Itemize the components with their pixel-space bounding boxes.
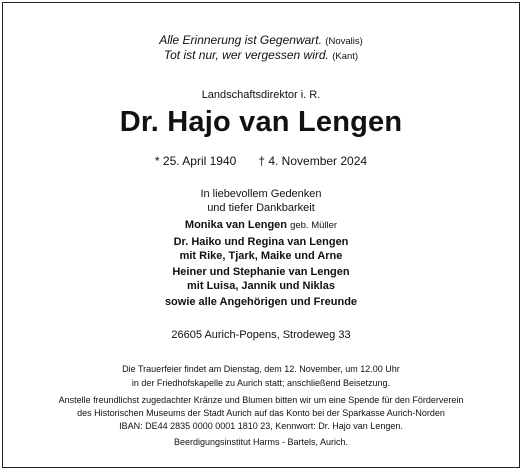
mourner-family-1-line-1: Dr. Haiko und Regina van Lengen bbox=[173, 236, 349, 248]
death-date: † 4. November 2024 bbox=[258, 154, 368, 168]
deceased-name: Dr. Hajo van Lengen bbox=[119, 106, 403, 138]
quote-author: (Novalis) bbox=[325, 36, 363, 47]
mourning-address: 26605 Aurich-Popens, Strodeweg 33 bbox=[171, 329, 351, 341]
deceased-title: Landschaftsdirektor i. R. bbox=[201, 89, 321, 101]
intro-line-1: In liebevollem Gedenken bbox=[200, 188, 322, 200]
intro-line-2: und tiefer Dankbarkeit bbox=[207, 202, 315, 214]
spouse-name: Monika van Lengen bbox=[184, 219, 287, 231]
mourner-family-2-line-2: mit Luisa, Jannik und Niklas bbox=[187, 280, 335, 292]
funeral-info-line-1: Die Trauerfeier findet am Dienstag, dem 12. November, um 12.00 Uhr bbox=[122, 364, 400, 374]
life-dates bbox=[3, 154, 519, 168]
donation-info-line-2: des Historischen Museums der Stadt Aurich auf das Konto bei der Sparkasse Aurich-Norden bbox=[77, 408, 445, 418]
quote-line-1 bbox=[3, 33, 519, 47]
donation-bank-details: IBAN: DE44 2835 0000 0001 1810 23, Kennwort: Dr. Hajo van Lengen. bbox=[119, 421, 403, 431]
mourner-others: sowie alle Angehörigen und Freunde bbox=[164, 296, 358, 308]
quote-author: (Kant) bbox=[332, 51, 359, 62]
funeral-info-line-2: in der Friedhofskapelle zu Aurich statt; anschließend Beisetzung. bbox=[131, 378, 391, 388]
obituary-notice bbox=[2, 2, 520, 468]
mourner-spouse bbox=[3, 219, 519, 231]
birth-date: * 25. April 1940 bbox=[154, 154, 237, 168]
mourner-family-1-line-2: mit Rike, Tjark, Maike und Arne bbox=[179, 250, 343, 262]
quote-text: Alle Erinnerung ist Gegenwart. bbox=[159, 33, 322, 47]
funeral-home: Beerdigungsinstitut Harms - Bartels, Aurich. bbox=[173, 437, 349, 447]
quote-line-2 bbox=[3, 48, 519, 62]
mourner-family-2-line-1: Heiner und Stephanie van Lengen bbox=[172, 266, 350, 278]
donation-info-line-1: Anstelle freundlichst zugedachter Kränze und Blumen bitten wir um eine Spende für den Förderverein bbox=[58, 395, 464, 405]
spouse-birthname: geb. Müller bbox=[290, 220, 338, 231]
quote-text: Tot ist nur, wer vergessen wird. bbox=[163, 48, 329, 62]
